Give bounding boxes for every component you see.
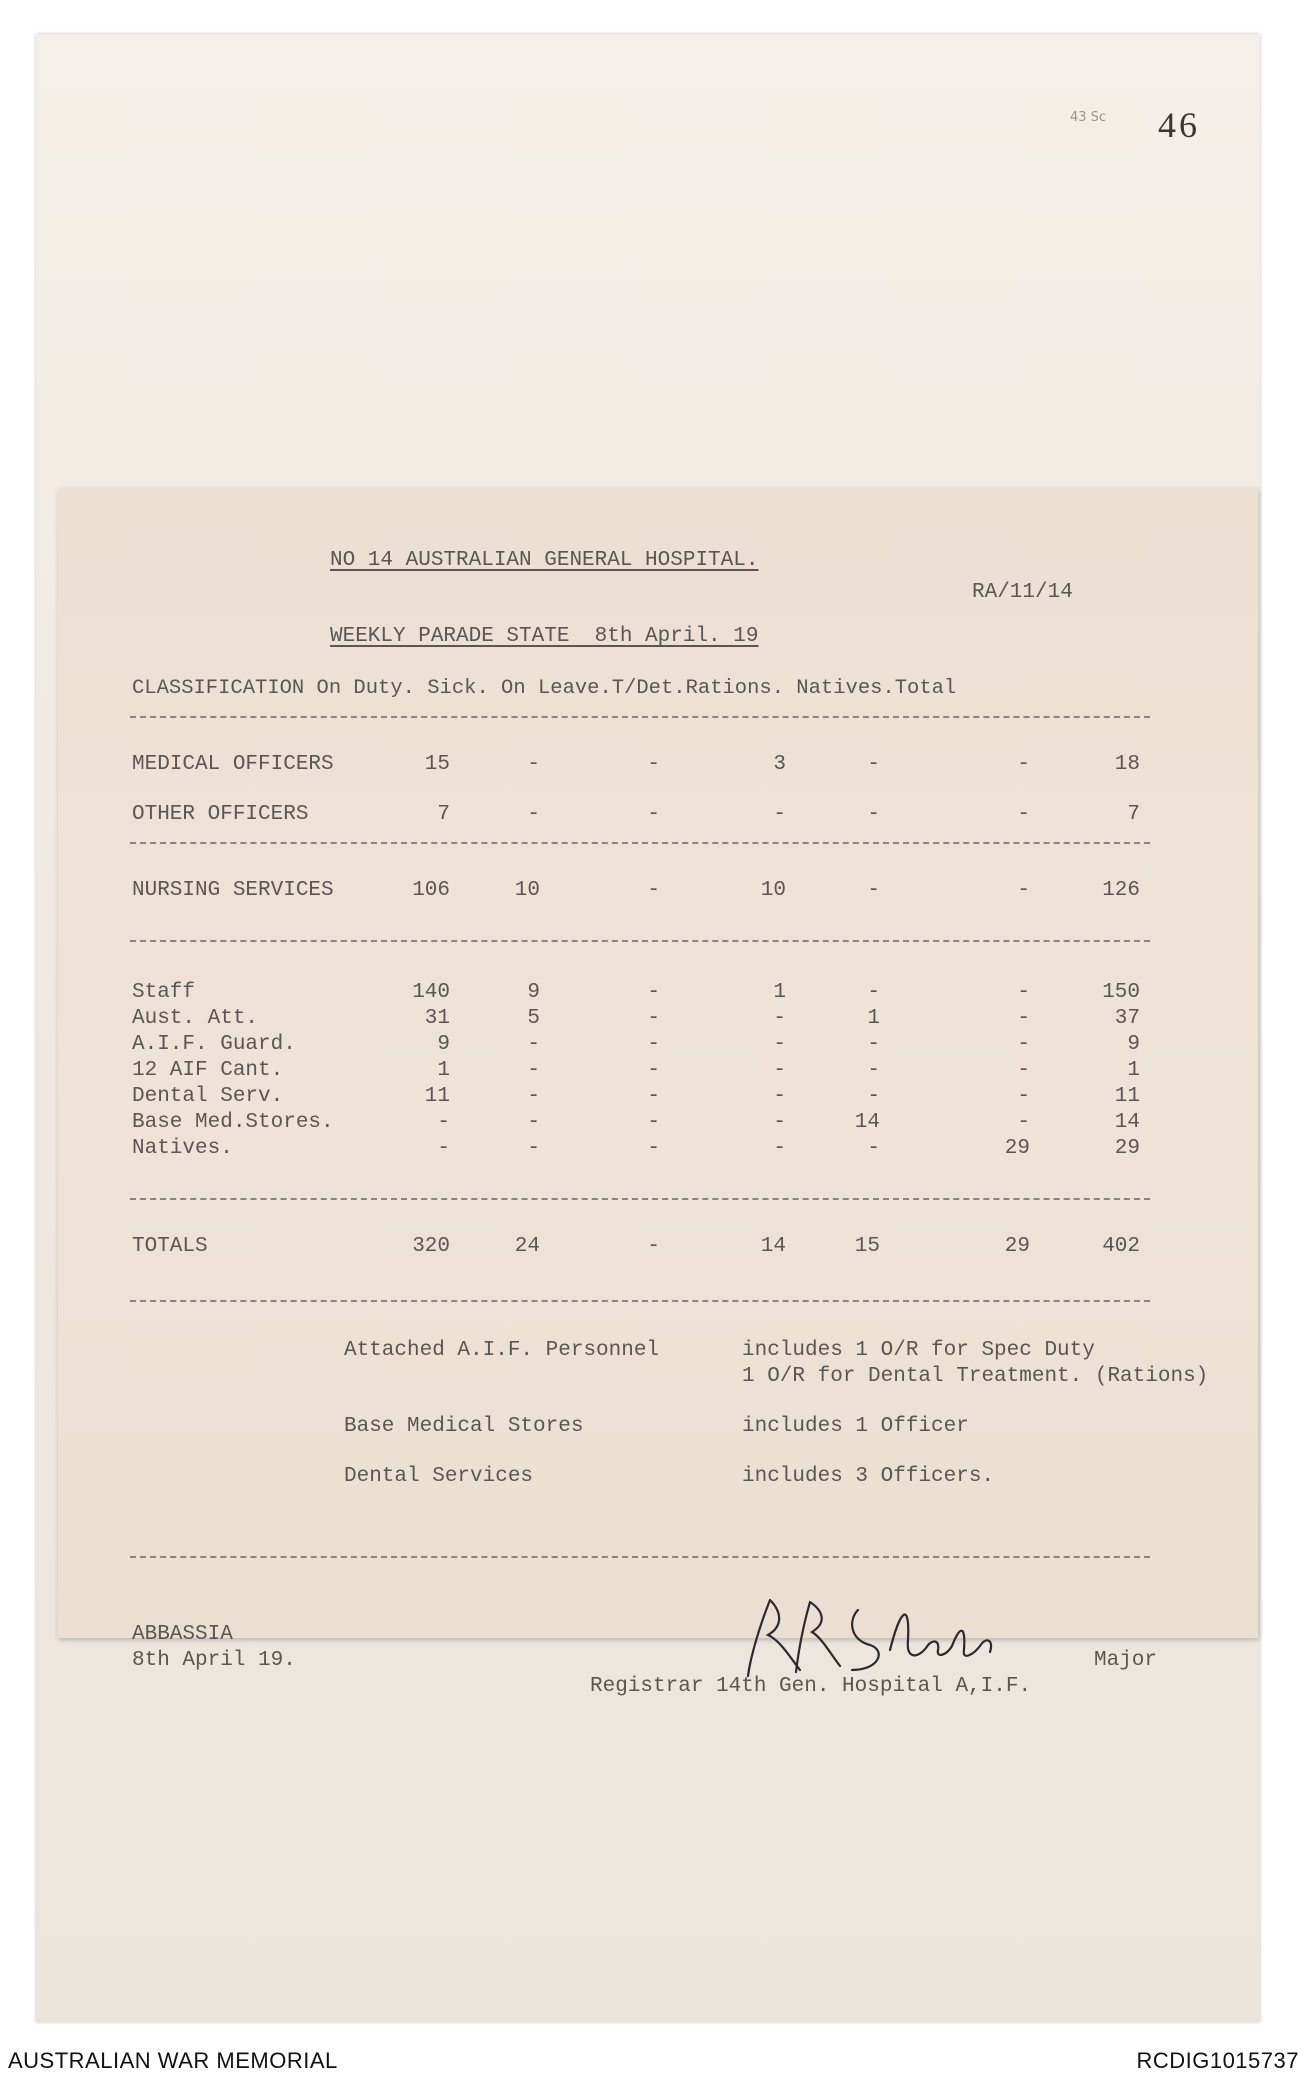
note-dental-value: includes 3 Officers. xyxy=(742,1465,995,1488)
row-cell: - xyxy=(647,1085,660,1108)
row-label: NURSING SERVICES xyxy=(132,879,334,902)
row-cell: 29 xyxy=(1114,1137,1140,1160)
row-cell: 29 xyxy=(1004,1137,1030,1160)
row-label: Staff xyxy=(132,981,196,1004)
note-dental-label: Dental Services xyxy=(344,1465,534,1488)
row-cell: - xyxy=(527,753,540,776)
row-label: Base Med.Stores. xyxy=(132,1111,334,1134)
row-label: TOTALS xyxy=(132,1235,208,1258)
row-cell: 11 xyxy=(424,1085,450,1108)
page-number: 46 xyxy=(1158,105,1200,145)
row-label: Dental Serv. xyxy=(132,1085,284,1108)
date: 8th April 19. xyxy=(132,1649,296,1672)
signatory-title: Registrar 14th Gen. Hospital A,I.F. xyxy=(590,1675,1032,1698)
row-cell: 10 xyxy=(760,879,786,902)
row-cell: 37 xyxy=(1114,1007,1140,1030)
divider xyxy=(130,716,1150,718)
row-cell: - xyxy=(647,753,660,776)
row-cell: - xyxy=(867,981,880,1004)
row-cell: - xyxy=(527,1111,540,1134)
pencil-note: 43 Sc xyxy=(1070,110,1107,125)
row-cell: - xyxy=(1017,981,1030,1004)
divider xyxy=(130,1300,1150,1302)
row-cell: 11 xyxy=(1114,1085,1140,1108)
row-cell: - xyxy=(527,1033,540,1056)
row-label: OTHER OFFICERS xyxy=(132,803,309,826)
hospital-title: NO 14 AUSTRALIAN GENERAL HOSPITAL. xyxy=(330,549,759,572)
note-attached-label: Attached A.I.F. Personnel xyxy=(344,1339,660,1362)
place: ABBASSIA xyxy=(132,1623,233,1646)
row-cell: - xyxy=(773,1059,786,1082)
row-cell: - xyxy=(437,1137,450,1160)
row-cell: - xyxy=(1017,1007,1030,1030)
row-cell: - xyxy=(867,879,880,902)
row-cell: - xyxy=(1017,803,1030,826)
row-cell: 1 xyxy=(437,1059,450,1082)
divider xyxy=(130,940,1150,942)
row-label: MEDICAL OFFICERS xyxy=(132,753,334,776)
row-cell: 106 xyxy=(412,879,450,902)
row-cell: - xyxy=(527,1059,540,1082)
row-cell: 9 xyxy=(437,1033,450,1056)
row-cell: - xyxy=(773,803,786,826)
row-cell: 1 xyxy=(1127,1059,1140,1082)
row-cell: 10 xyxy=(514,879,540,902)
note-base-label: Base Medical Stores xyxy=(344,1415,584,1438)
row-cell: 14 xyxy=(760,1235,786,1258)
row-cell: - xyxy=(647,1111,660,1134)
credit-left: AUSTRALIAN WAR MEMORIAL xyxy=(8,2048,338,2073)
row-cell: - xyxy=(647,1007,660,1030)
row-cell: - xyxy=(647,1137,660,1160)
row-cell: - xyxy=(647,1059,660,1082)
row-cell: 14 xyxy=(854,1111,880,1134)
row-cell: 150 xyxy=(1102,981,1140,1004)
row-cell: - xyxy=(773,1007,786,1030)
row-cell: 126 xyxy=(1102,879,1140,902)
table-header: CLASSIFICATION On Duty. Sick. On Leave.T/Det.Rations. Natives.Total xyxy=(132,677,957,700)
divider xyxy=(130,1556,1150,1558)
row-cell: - xyxy=(773,1085,786,1108)
note-base-value: includes 1 Officer xyxy=(742,1415,969,1438)
row-cell: - xyxy=(1017,1085,1030,1108)
row-cell: - xyxy=(647,981,660,1004)
credit-right: RCDIG1015737 xyxy=(1136,2048,1299,2073)
row-cell: 402 xyxy=(1102,1235,1140,1258)
divider xyxy=(130,842,1150,844)
row-cell: 3 xyxy=(773,753,786,776)
reference-number: RA/11/14 xyxy=(972,581,1073,604)
row-cell: - xyxy=(647,1033,660,1056)
row-cell: - xyxy=(527,803,540,826)
row-cell: - xyxy=(773,1033,786,1056)
row-cell: - xyxy=(527,1137,540,1160)
row-cell: - xyxy=(1017,1111,1030,1134)
row-cell: 1 xyxy=(867,1007,880,1030)
row-cell: - xyxy=(773,1137,786,1160)
row-cell: 18 xyxy=(1114,753,1140,776)
divider xyxy=(130,1198,1150,1200)
row-cell: 14 xyxy=(1114,1111,1140,1134)
row-cell: 15 xyxy=(854,1235,880,1258)
row-cell: 9 xyxy=(1127,1033,1140,1056)
row-label: Aust. Att. xyxy=(132,1007,259,1030)
row-cell: - xyxy=(1017,1059,1030,1082)
row-cell: - xyxy=(773,1111,786,1134)
parade-state-subtitle: WEEKLY PARADE STATE 8th April. 19 xyxy=(330,625,759,648)
row-cell: 24 xyxy=(514,1235,540,1258)
row-cell: - xyxy=(647,879,660,902)
note-attached-line1: includes 1 O/R for Spec Duty xyxy=(742,1339,1095,1362)
row-cell: 140 xyxy=(412,981,450,1004)
row-cell: 7 xyxy=(437,803,450,826)
row-cell: - xyxy=(867,1137,880,1160)
row-label: Natives. xyxy=(132,1137,233,1160)
rank: Major xyxy=(1094,1649,1158,1672)
row-cell: - xyxy=(647,1235,660,1258)
row-cell: 5 xyxy=(527,1007,540,1030)
row-cell: 320 xyxy=(412,1235,450,1258)
row-cell: 29 xyxy=(1004,1235,1030,1258)
row-cell: - xyxy=(1017,879,1030,902)
row-cell: - xyxy=(1017,1033,1030,1056)
row-cell: - xyxy=(527,1085,540,1108)
row-cell: - xyxy=(867,1059,880,1082)
row-label: 12 AIF Cant. xyxy=(132,1059,284,1082)
row-cell: - xyxy=(647,803,660,826)
row-cell: - xyxy=(437,1111,450,1134)
row-cell: 7 xyxy=(1127,803,1140,826)
row-cell: 1 xyxy=(773,981,786,1004)
row-cell: - xyxy=(1017,753,1030,776)
row-cell: 9 xyxy=(527,981,540,1004)
row-cell: 31 xyxy=(424,1007,450,1030)
note-attached-line2: 1 O/R for Dental Treatment. (Rations) xyxy=(742,1365,1209,1388)
row-cell: - xyxy=(867,1033,880,1056)
row-label: A.I.F. Guard. xyxy=(132,1033,296,1056)
signature xyxy=(740,1590,1000,1680)
row-cell: - xyxy=(867,753,880,776)
row-cell: - xyxy=(867,1085,880,1108)
row-cell: 15 xyxy=(424,753,450,776)
row-cell: - xyxy=(867,803,880,826)
